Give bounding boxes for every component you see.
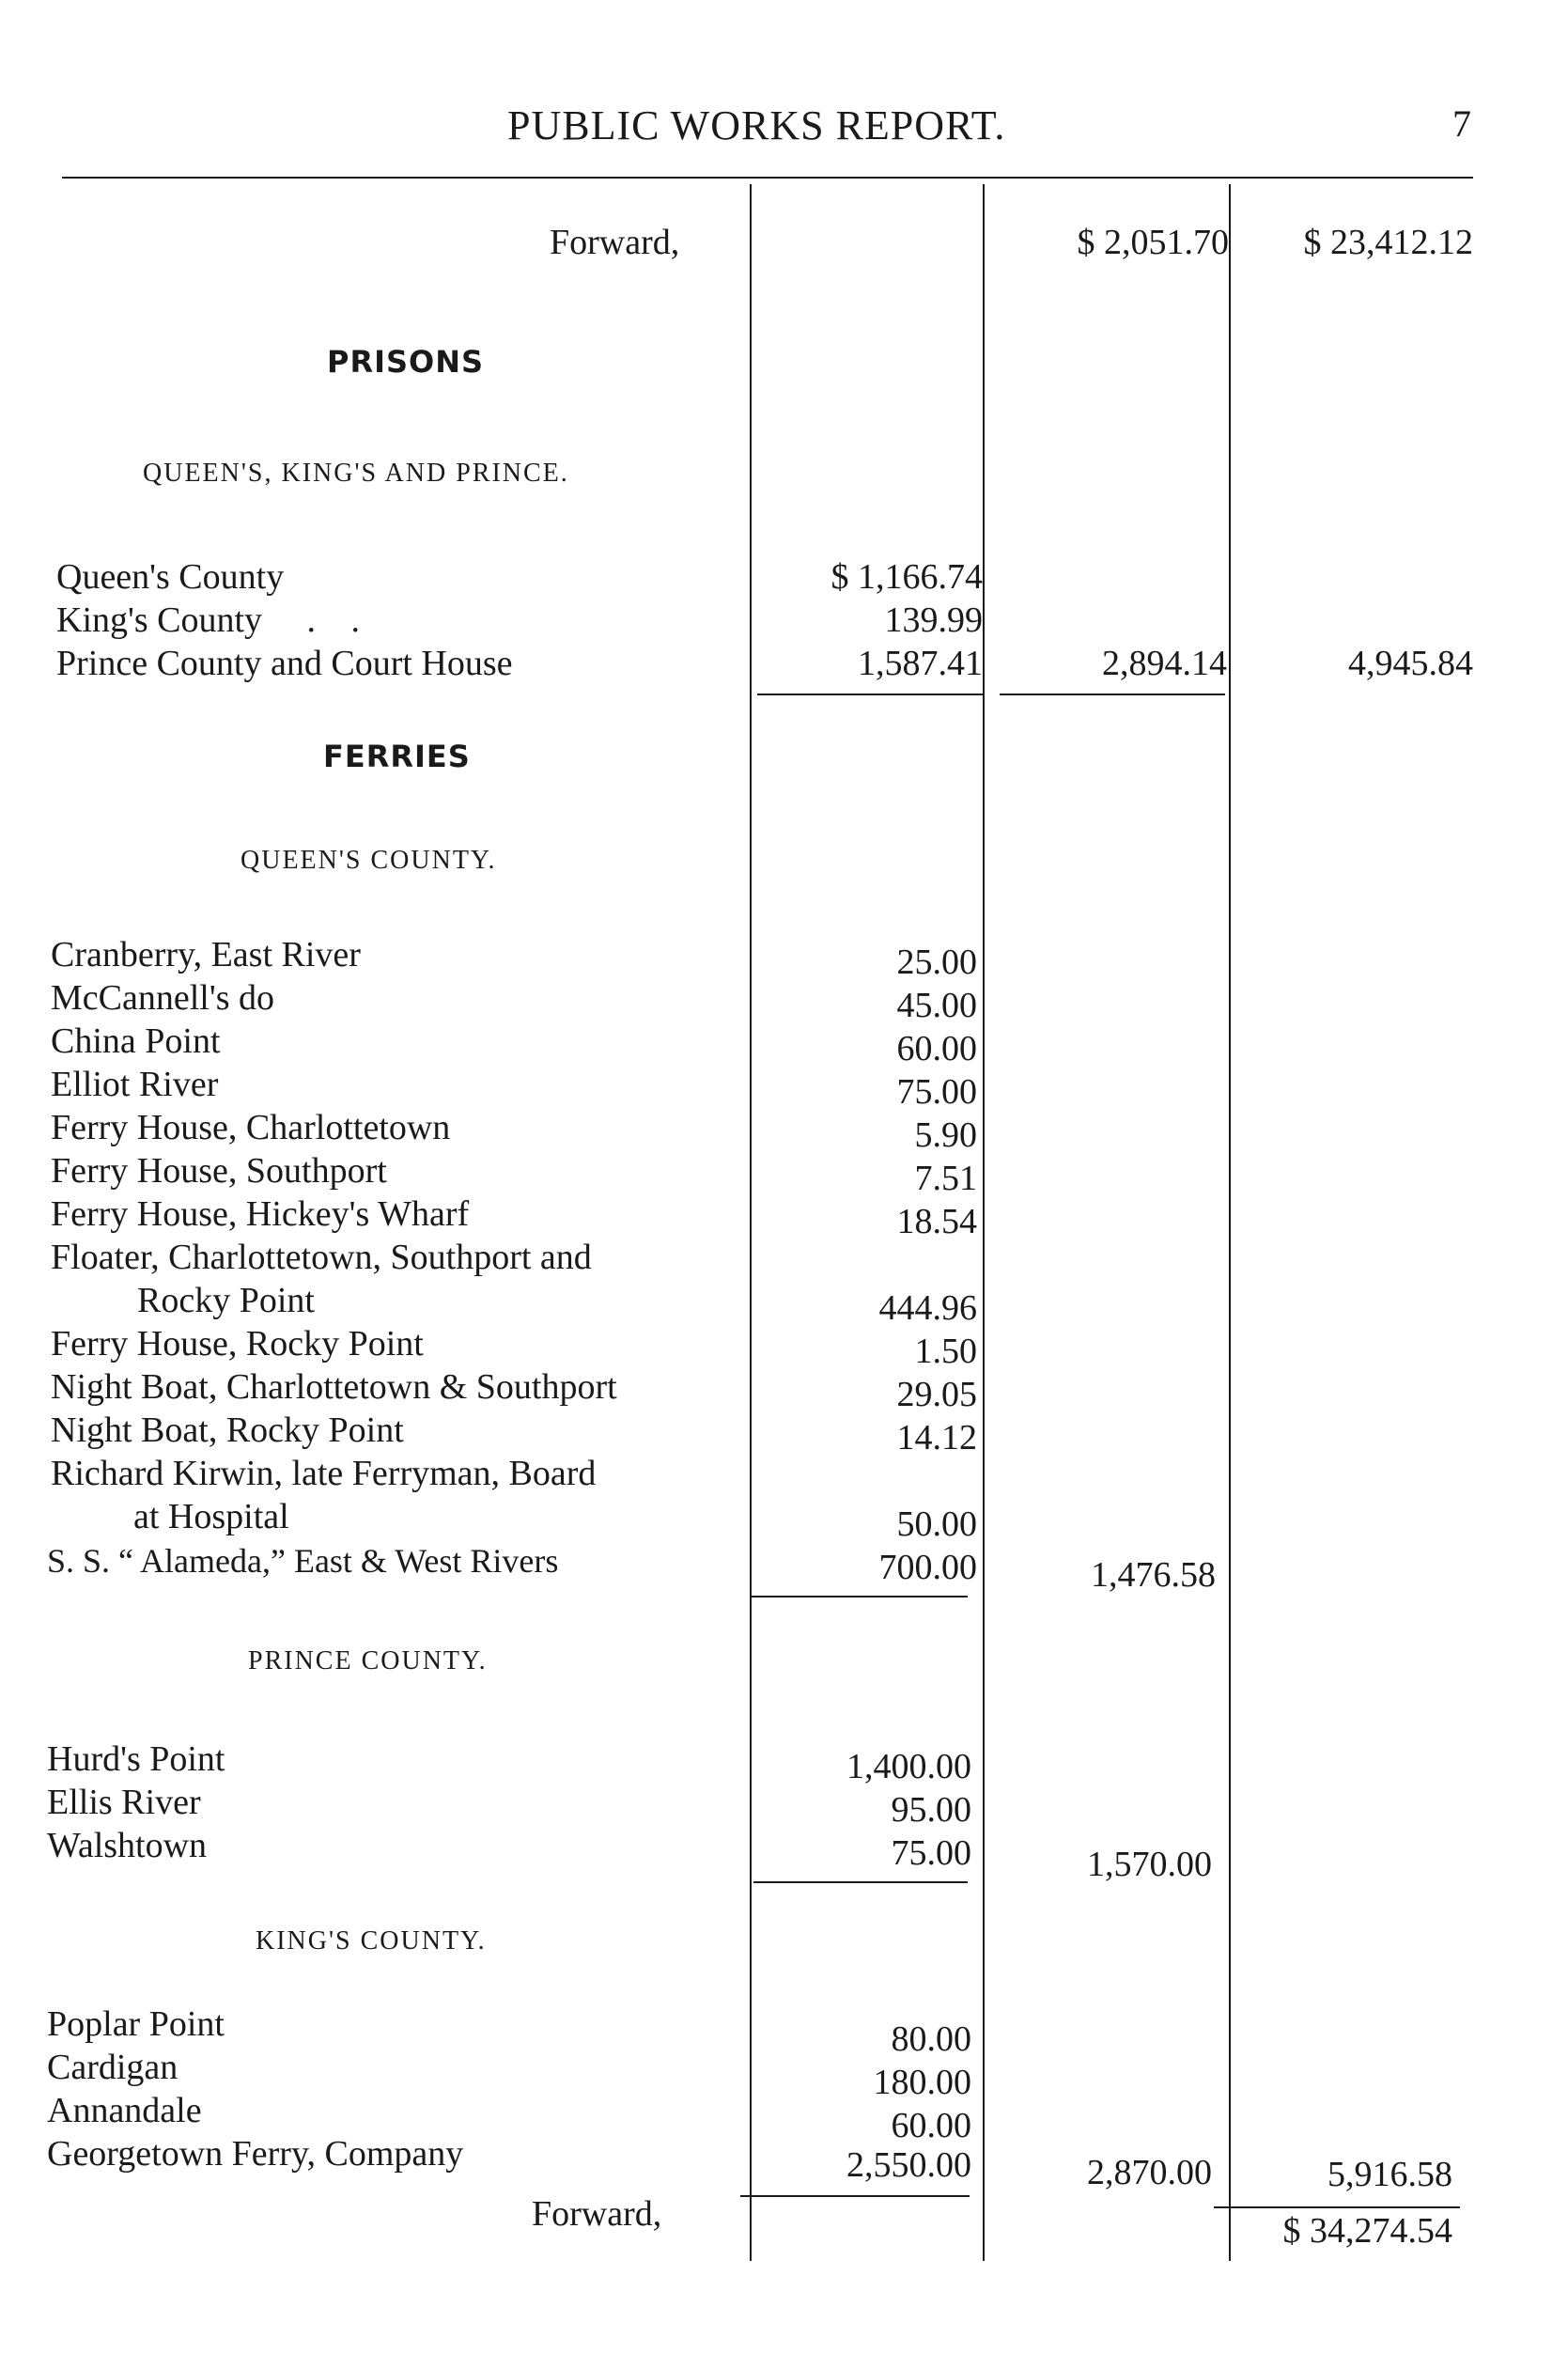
prince-sum-rule: [753, 1881, 968, 1883]
prisons-subheading: QUEEN'S, KING'S AND PRINCE.: [143, 459, 569, 488]
ferry-row-value: 5.90: [914, 1115, 977, 1155]
grand-total-rule: [1214, 2206, 1460, 2208]
ferry-row-value: 29.05: [896, 1375, 977, 1414]
ferry-row-value: 2,550.00: [846, 2145, 971, 2185]
ferries-heading: FERRIES: [323, 739, 471, 774]
kings-sum-rule-col1: [740, 2195, 970, 2197]
ferry-row-value: 7.51: [914, 1159, 977, 1198]
ferry-row-label: Walshtown: [47, 1826, 208, 1865]
forward-label-top: Forward,: [550, 223, 680, 262]
column-rule-1: [750, 184, 752, 2261]
ferry-row-value: 444.96: [878, 1288, 977, 1328]
ferry-row-label: Poplar Point: [47, 2004, 225, 2044]
page-title: PUBLIC WORKS REPORT.: [507, 102, 1006, 148]
ferry-row-value: 75.00: [896, 1072, 977, 1112]
prince-ferries-subtotal: 1,570.00: [1087, 1845, 1212, 1884]
ferry-row-value: 50.00: [896, 1504, 977, 1544]
ferry-row-value: 60.00: [891, 2106, 971, 2145]
ferry-row-value: 180.00: [873, 2063, 971, 2102]
ferry-row-label: Elliot River: [51, 1065, 219, 1104]
ferry-row-value: 700.00: [878, 1548, 977, 1587]
ferry-row-value: 60.00: [896, 1029, 977, 1068]
kings-ferries-subtotal: 2,870.00: [1087, 2153, 1212, 2192]
forward-bottom-col3: $ 34,274.54: [1282, 2211, 1452, 2251]
prisons-subtotal: 2,894.14: [1102, 644, 1227, 683]
ferry-row-label: Ferry House, Hickey's Wharf: [51, 1194, 470, 1234]
prisons-sum-rule-col2: [1000, 694, 1225, 695]
column-rule-2: [983, 184, 985, 2261]
prison-row-label: King's County . .: [56, 600, 374, 640]
ferry-row-value: 45.00: [896, 986, 977, 1025]
ferry-row-label: Ellis River: [47, 1783, 201, 1822]
ferry-row-label: S. S. “ Alameda,” East & West Rivers: [47, 1542, 559, 1580]
prison-row-label: Queen's County: [56, 557, 285, 597]
ferry-row-value: 75.00: [891, 1833, 971, 1873]
prisons-total: 4,945.84: [1348, 644, 1473, 683]
ferry-row-label: Cardigan: [47, 2048, 179, 2087]
forward-label-bottom: Forward,: [532, 2194, 662, 2234]
queens-ferries-subtotal: 1,476.58: [1091, 1555, 1216, 1595]
prince-county-subheading: PRINCE COUNTY.: [248, 1646, 488, 1675]
kings-county-subheading: KING'S COUNTY.: [256, 1926, 487, 1956]
ferry-row-value: 14.12: [896, 1418, 977, 1457]
ferries-total: 5,916.58: [1327, 2155, 1452, 2194]
prison-row-value: $ 1,166.74: [831, 557, 983, 597]
ferry-row-label-continued: Rocky Point: [137, 1281, 315, 1320]
header-rule: [62, 177, 1473, 179]
page-number: 7: [1452, 102, 1471, 145]
ferry-row-label: Ferry House, Southport: [51, 1151, 387, 1191]
ferry-row-label: Ferry House, Charlottetown: [51, 1108, 451, 1147]
ferry-row-label: Ferry House, Rocky Point: [51, 1324, 424, 1364]
ferry-row-label: Cranberry, East River: [51, 935, 361, 974]
ferry-row-label: Richard Kirwin, late Ferryman, Board: [51, 1454, 597, 1493]
prison-row-label: Prince County and Court House: [56, 644, 513, 683]
queens-county-subheading: QUEEN'S COUNTY.: [241, 846, 497, 875]
ferry-row-label: McCannell's do: [51, 978, 274, 1018]
ferry-row-label: China Point: [51, 1021, 221, 1061]
ferry-row-value: 95.00: [891, 1790, 971, 1830]
prison-row-value: 1,587.41: [858, 644, 983, 683]
ferry-row-value: 25.00: [896, 943, 977, 982]
ferry-row-label: Night Boat, Charlottetown & Southport: [51, 1367, 617, 1407]
prisons-heading: PRISONS: [327, 344, 485, 380]
ferry-row-label: Night Boat, Rocky Point: [51, 1410, 404, 1450]
forward-top-col3: $ 23,412.12: [1303, 223, 1473, 262]
prisons-sum-rule-col1: [757, 694, 983, 695]
ferry-row-value: 18.54: [896, 1202, 977, 1241]
queens-sum-rule: [752, 1596, 968, 1598]
column-rule-3: [1229, 184, 1231, 2261]
ferry-row-value: 80.00: [891, 2019, 971, 2059]
prison-row-value: 139.99: [884, 600, 983, 640]
ferry-row-label: Georgetown Ferry, Company: [47, 2134, 464, 2174]
ferry-row-label: Hurd's Point: [47, 1739, 225, 1779]
ferry-row-value: 1.50: [914, 1332, 977, 1371]
forward-top-col2: $ 2,051.70: [1077, 223, 1229, 262]
ferry-row-label-continued: at Hospital: [133, 1497, 289, 1536]
ferry-row-label: Floater, Charlottetown, Southport and: [51, 1238, 592, 1277]
ferry-row-value: 1,400.00: [846, 1747, 971, 1786]
ferry-row-label: Annandale: [47, 2091, 202, 2130]
